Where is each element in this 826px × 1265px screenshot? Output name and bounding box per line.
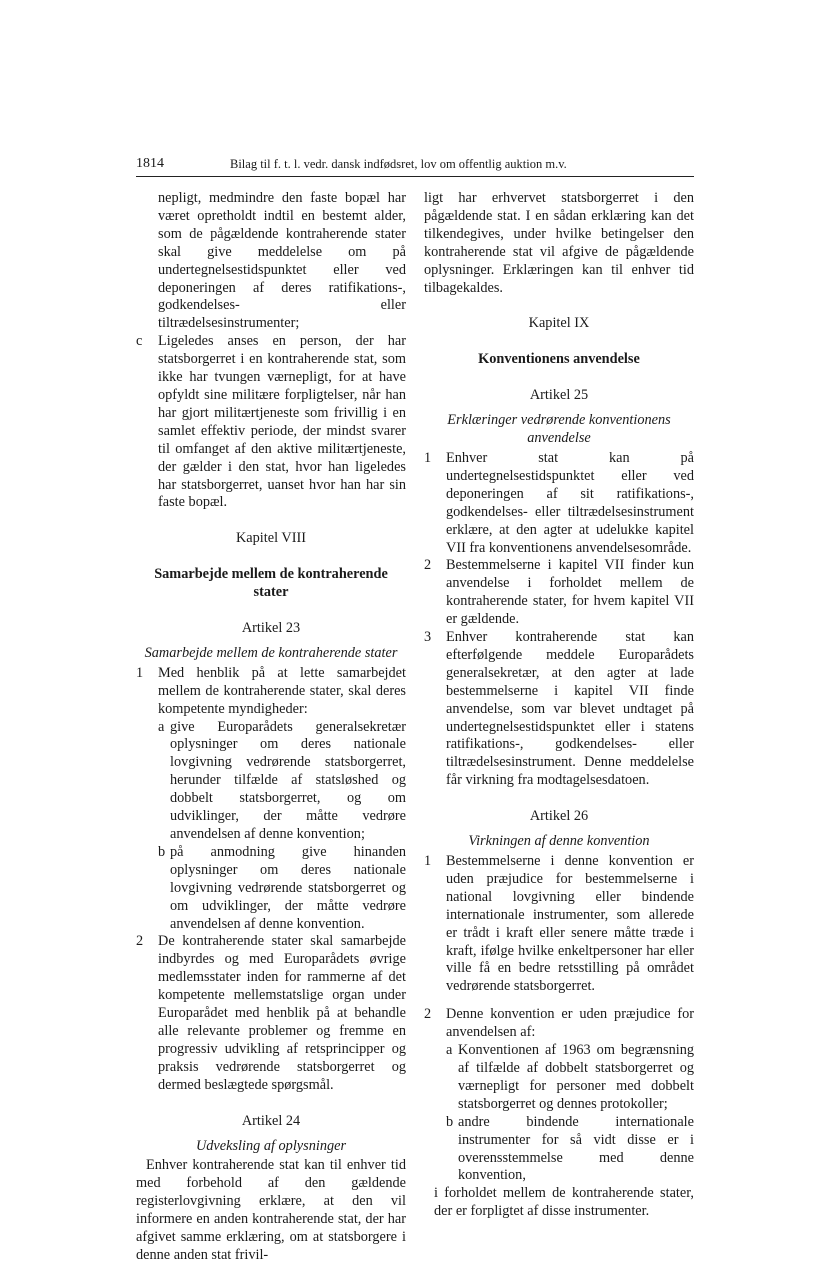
item-label: a xyxy=(446,1042,453,1059)
article-heading: Artikel 26 xyxy=(529,808,589,825)
continuation-text: nepligt, medmindre den faste bopæl har været opretholdt indtil en bestemt alder, som de pågældende kontraherende stater skal give meddelelse om på undertegnelsestidspunktet eller ved deponeringen af deres ratifikations-, godkendelses- eller tiltrædelsesinstrumenter; xyxy=(158,190,406,332)
list-item-b xyxy=(136,844,406,934)
article-title: Udveksling af oplysninger xyxy=(195,1137,347,1154)
list-item-a xyxy=(136,719,406,844)
list-item-c xyxy=(136,333,406,512)
list-item-a xyxy=(424,1042,694,1114)
article-paragraph-1 xyxy=(424,450,694,557)
paragraph-text: Bestemmelserne i denne konvention er uden præjudice for bestemmelserne i national lovgivning eller bindende internationale instrumenter, som allerede er trådt i kraft eller senere måtte træde i kraft, ifølge hvilke enkeltpersoner har eller ville få en bedre retsstilling på området vedrørende statsborgerret. xyxy=(446,853,694,995)
paragraph-number: 1 xyxy=(424,449,432,466)
item-text: på anmodning give hinanden oplysninger om deres nationale lovgivning vedrørende statsborgerret og om udviklinger, der måtte vedrøre anvendelsen af denne konvention. xyxy=(170,843,406,932)
chapter-heading: Kapitel VIII xyxy=(235,530,306,547)
item-label: b xyxy=(158,843,166,860)
article-heading: Artikel 23 xyxy=(241,620,301,637)
paragraph-text: Bestemmelserne i kapitel VII finder kun anvendelse i forholdet mellem de kontraherende stater, for hvem kapitel VII er gældende. xyxy=(446,557,694,628)
item-text: Konventionen af 1963 om begrænsning af tilfælde af dobbelt statsborgerret og værnepligt for personer med dobbelt statsborgerret og dennes protokoller; xyxy=(458,1042,694,1112)
article-paragraph-2 xyxy=(136,933,406,1094)
paragraph-number: 1 xyxy=(424,853,432,869)
paragraph-number: 2 xyxy=(424,1006,432,1023)
continuation-paragraph xyxy=(136,190,406,333)
article-heading: Artikel 24 xyxy=(241,1112,301,1129)
paragraph-text: De kontraherende stater skal samarbejde indbyrdes og med Europarådets øvrige medlemsstater inden for rammerne af det kompetente mellemstatslige organ under Europarådet med henblik på at behandle alle relevante problemer og fremme en progressiv udvikling af retsprincipper og praksis vedrørende statsborgerret og dermed beslægtede spørgsmål. xyxy=(158,933,406,1093)
article-paragraph-3 xyxy=(424,629,694,790)
paragraph-text: Enhver kontraherende stat kan efterfølgende meddele Europarådets generalsekretær, at den agter at lade bestemmelserne i kapitel VII finde anvendelse, som var blevet undtaget på undertegnelsestidspunktet eller i statens ratifikations-, godkendelses- eller tiltrædelsesinstrument. Denne meddelelse får virkning fra modtagelsesdatoen. xyxy=(446,629,694,789)
paragraph-number: 3 xyxy=(424,629,432,646)
article-heading: Artikel 25 xyxy=(529,387,589,404)
article-paragraph-2 xyxy=(424,1006,694,1042)
item-text: Ligeledes anses en person, der har statsborgerret i en kontraherende stat, som ikke har tvungen værnepligt, for at have opfyldt sine militære forpligtelser, når han har gjort militærtjeneste som frivillig i en samlet effektiv periode, der mindst svarer til omfanget af den aktive militærtjeneste, der gælder i den stat, hvor han ligeledes har statsborgerret, uanset hvor han har sin faste bopæl. xyxy=(158,333,406,511)
continuation-paragraph: ligt har erhvervet statsborgerret i den pågældende stat. I en sådan erklæring kan det tilkendegives, under hvilke betingelser den kontraherende stat vil afgive de pågældende oplysninger. Erklæringen kan til enhver tid tilbagekaldes. xyxy=(424,190,694,296)
item-label: c xyxy=(136,333,143,350)
item-text: give Europarådets generalsekretær oplysninger om deres nationale lovgivning vedrørende statsborgerret, herunder tilfælde af statsløshed og dobbelt statsborgerret, og om udviklinger, der måtte vedrøre anvendelsen af denne konvention; xyxy=(170,718,406,842)
running-title: Bilag til f. t. l. vedr. dansk indfødsret, lov om offentlig auktion m.v. xyxy=(230,157,567,171)
article-paragraph-1 xyxy=(136,665,406,719)
chapter-title: Samarbejde mellem de kontraherende stater xyxy=(154,566,388,601)
chapter-title: Konventionens anvendelse xyxy=(478,351,640,368)
list-item-b xyxy=(424,1114,694,1186)
paragraph-text: Med henblik på at lette samarbejdet mellem de kontraherende stater, skal deres kompetente myndigheder: xyxy=(158,664,406,717)
paragraph-number: 1 xyxy=(136,664,144,681)
article-title: Samarbejde mellem de kontraherende stater xyxy=(144,644,398,661)
paragraph-number: 2 xyxy=(136,933,144,950)
article-title: Virkningen af denne konvention xyxy=(468,833,650,850)
right-column xyxy=(424,190,694,1221)
closing-paragraph: i forholdet mellem de kontraherende stater, der er forpligtet af disse instrumenter. xyxy=(434,1185,694,1220)
paragraph-number: 2 xyxy=(424,557,432,574)
page-number: 1814 xyxy=(136,156,164,171)
chapter-heading: Kapitel IX xyxy=(528,315,590,332)
item-text: andre bindende internationale instrumenter for så vidt disse er i overensstemmelse med denne konvention, xyxy=(458,1113,694,1184)
item-label: a xyxy=(158,718,165,735)
article-title: Erklæringer vedrørende konventionens anvendelse xyxy=(447,412,671,447)
paragraph-text: Enhver stat kan på undertegnelsestidspunktet eller ved deponeringen af sit ratifikations-, godkendelses- eller tiltrædelsesinstrument erklære, at den agter at udelukke kapitel VII fra konventionens anvendelsesområde. xyxy=(446,449,694,556)
article-paragraph-2 xyxy=(424,557,694,629)
paragraph-text: Denne konvention er uden præjudice for anvendelsen af: xyxy=(446,1006,694,1041)
article-paragraph: Enhver kontraherende stat kan til enhver tid med forbehold af den gældende registerlovgivning erklære, at den vil informere en anden kontraherende stat, der har afgivet samme erklæring, om at statsborgere i denne anden stat frivil- xyxy=(136,1157,406,1263)
left-column xyxy=(136,190,406,1265)
article-paragraph-1 xyxy=(424,853,694,996)
item-label: b xyxy=(446,1113,454,1130)
page-header xyxy=(136,156,694,177)
